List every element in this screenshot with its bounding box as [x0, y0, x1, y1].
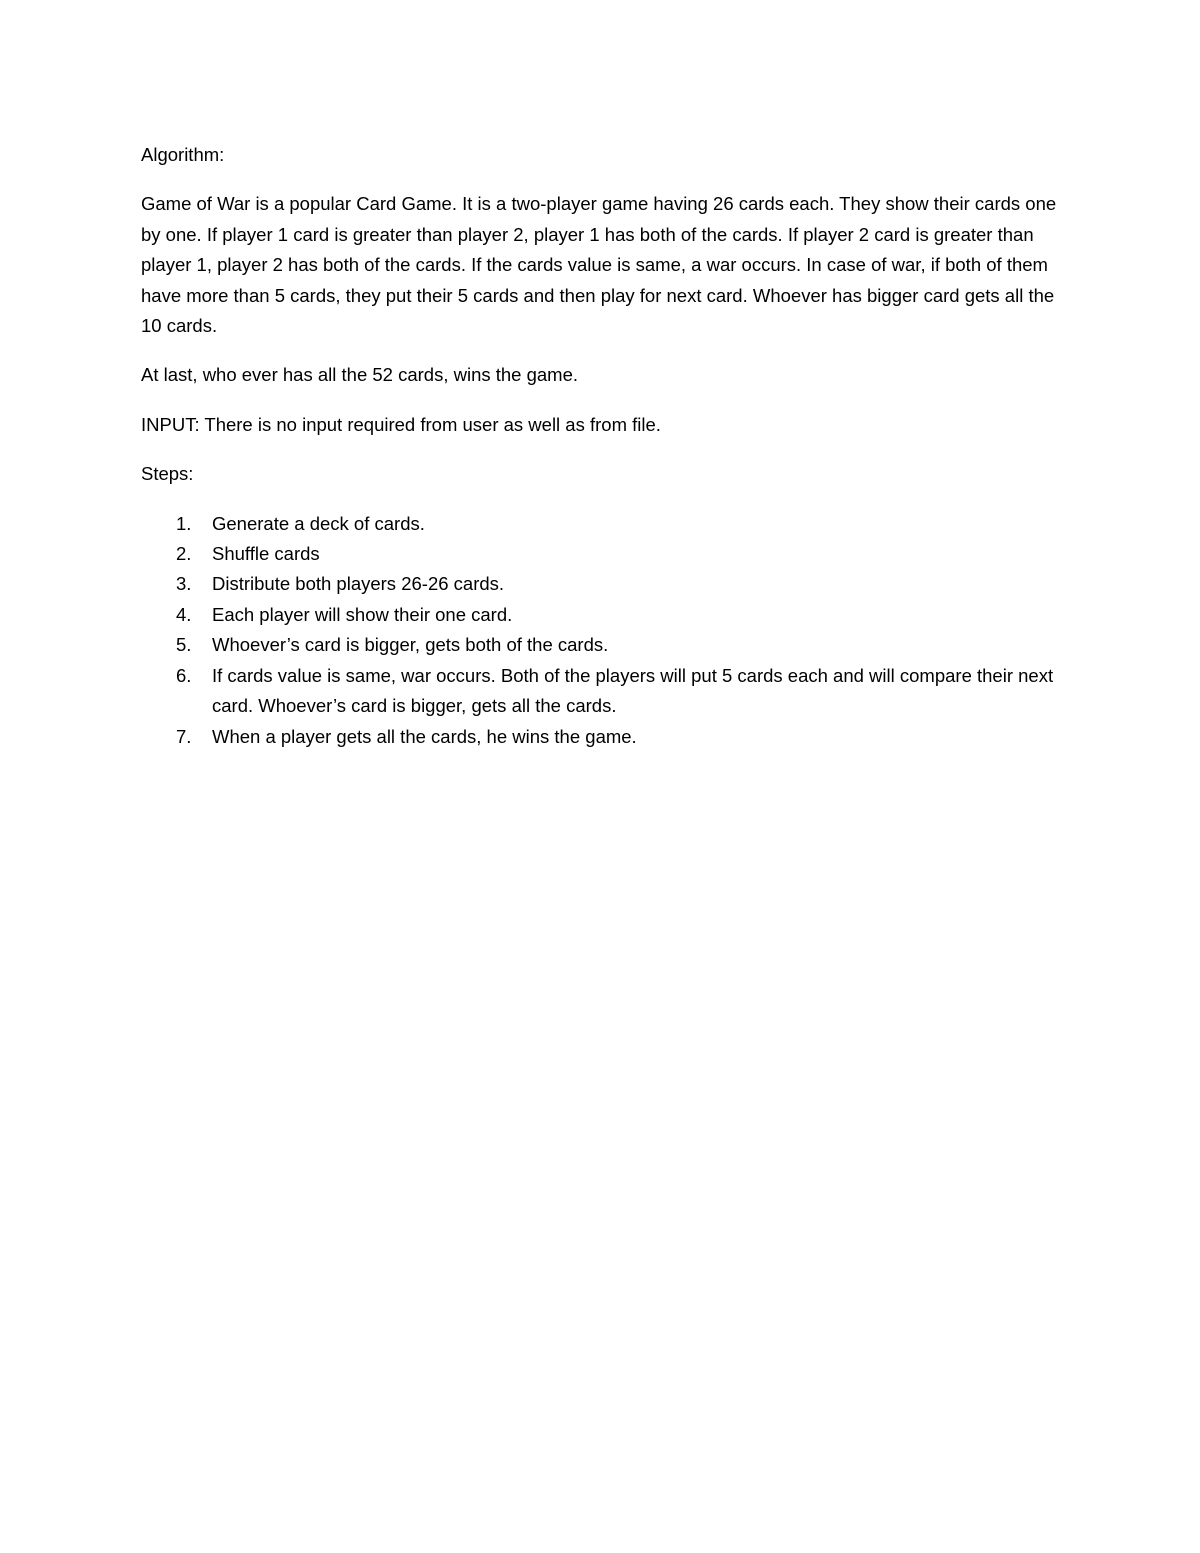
step-number: 3.: [176, 573, 192, 595]
document-body: [141, 140, 1066, 752]
step-text: Distribute both players 26-26 cards.: [212, 573, 505, 595]
algorithm-heading: Algorithm:: [141, 144, 225, 165]
steps-heading: Steps:: [141, 463, 194, 485]
step-text: Shuffle cards: [212, 543, 320, 565]
list-item: [141, 661, 1066, 722]
step-number: 7.: [176, 725, 192, 747]
step-text: Whoever’s card is bigger, gets both of the cards.: [212, 634, 609, 656]
list-item: [141, 600, 1066, 630]
list-item: [141, 569, 1066, 599]
step-text: Generate a deck of cards.: [212, 512, 425, 534]
step-number: 5.: [176, 634, 192, 656]
input-note: INPUT: There is no input required from user as well as from file.: [141, 413, 661, 435]
list-item: [141, 722, 1066, 752]
list-item: [141, 630, 1066, 660]
step-number: 6.: [176, 664, 192, 686]
list-item: [141, 509, 1066, 539]
step-text: Each player will show their one card.: [212, 603, 513, 625]
intro-paragraph: Game of War is a popular Card Game. It is a two-player game having 26 cards each. They show their cards one by one. If player 1 card is greater than player 2, player 1 has both of the cards. If player 2 card is greater than player 1, player 2 has both of the cards. If the cards value is same, a war occurs. In case of war, if both of them have more than 5 cards, they put their 5 cards and then play for next card. Whoever has bigger card gets all the 10 cards.: [141, 193, 1057, 337]
steps-list: [141, 509, 1066, 752]
step-number: 4.: [176, 603, 192, 625]
step-number: 1.: [176, 512, 192, 534]
step-text: When a player gets all the cards, he wins the game.: [212, 725, 637, 747]
list-item: [141, 539, 1066, 569]
step-text: If cards value is same, war occurs. Both of the players will put 5 cards each and will compare their next card. Whoever’s card is bigger, gets all the cards.: [212, 664, 1054, 717]
step-number: 2.: [176, 543, 192, 565]
conclusion-paragraph: At last, who ever has all the 52 cards, wins the game.: [141, 364, 579, 386]
